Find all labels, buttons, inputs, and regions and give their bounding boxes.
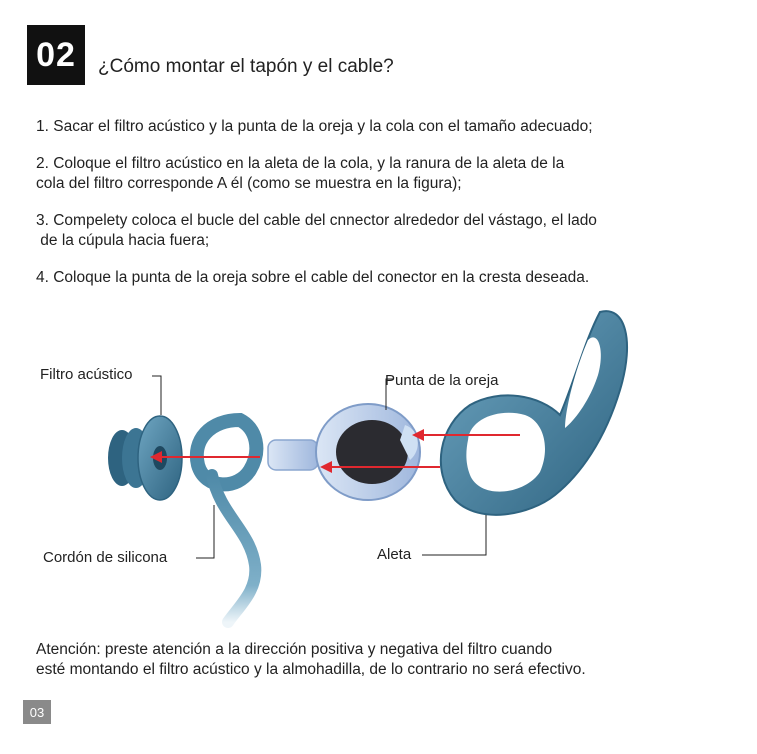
instruction-steps	[36, 117, 736, 305]
attention-note-line-1: Atención: preste atención a la dirección positiva y negativa del filtro cuando	[36, 641, 553, 658]
label-acoustic-filter: Filtro acústico	[40, 366, 133, 383]
label-ear-tip: Punta de la oreja	[385, 372, 499, 389]
attention-note-line-2: esté montando el filtro acústico y la almohadilla, de lo contrario no será efectivo.	[36, 661, 586, 678]
silicone-fin	[441, 311, 627, 515]
attention-note	[36, 640, 736, 680]
step-2-line-2: cola del filtro corresponde A él (como se muestra en la figura);	[36, 175, 462, 192]
page-number: 03	[23, 700, 51, 724]
step-2-line-1: 2. Coloque el filtro acústico en la aleta de la cola, y la ranura de la aleta de la	[36, 155, 565, 172]
step-number-badge: 02	[27, 25, 85, 85]
step-3-line-1: 3. Compelety coloca el bucle del cable del cnnector alrededor del vástago, el lado	[36, 212, 597, 229]
step-4-text: 4. Coloque la punta de la oreja sobre el cable del conector en la cresta deseada.	[36, 269, 590, 286]
step-1-text: 1. Sacar el filtro acústico y la punta de la oreja y la cola con el tamaño adecuado;	[36, 118, 593, 135]
step-1	[36, 117, 736, 137]
silicone-cord	[197, 420, 256, 622]
label-fin: Aleta	[377, 546, 412, 563]
label-silicone-cord: Cordón de silicona	[43, 549, 168, 566]
step-3-line-2: de la cúpula hacia fuera;	[36, 232, 210, 249]
section-title: ¿Cómo montar el tapón y el cable?	[98, 56, 394, 77]
step-2	[36, 154, 736, 194]
step-4	[36, 268, 736, 288]
assembly-illustration	[0, 300, 757, 630]
step-3	[36, 211, 736, 251]
assembly-diagram	[0, 300, 757, 630]
ear-tip	[268, 404, 420, 500]
